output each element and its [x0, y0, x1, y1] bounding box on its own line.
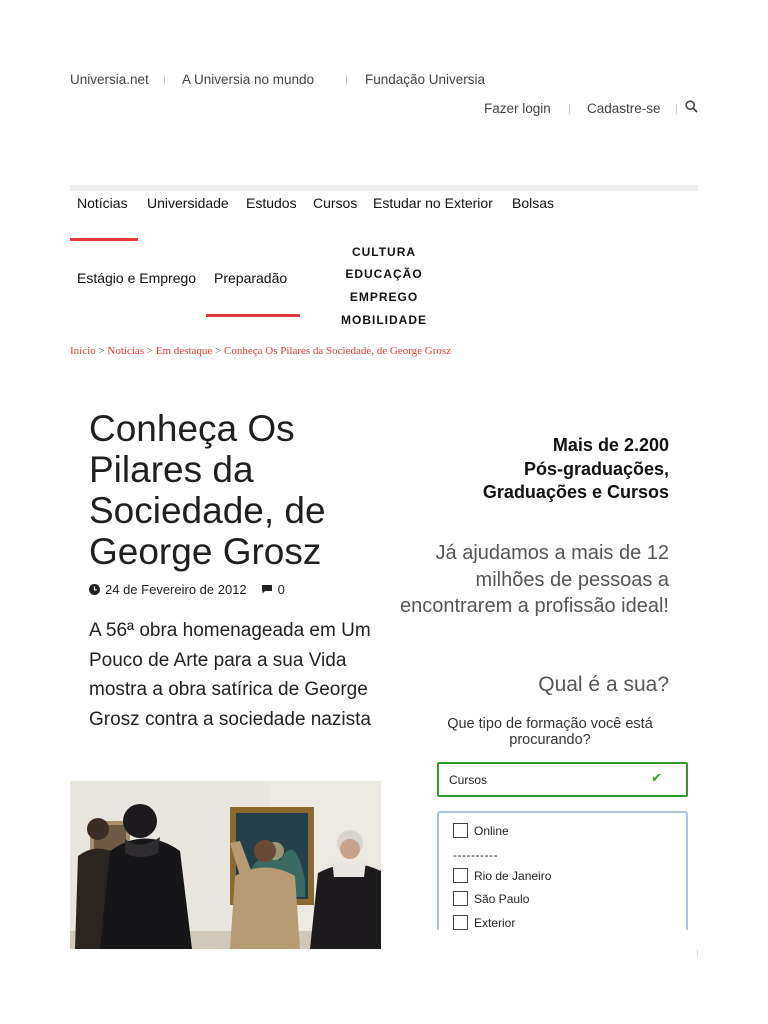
widget-headline-line-3: Graduações e Cursos	[482, 482, 669, 502]
divider	[164, 75, 165, 85]
widget-subtitle: Já ajudamos a mais de 12 milhões de pessoas a encontrarem a profissão ideal!	[399, 542, 669, 617]
breadcrumb	[70, 345, 451, 357]
breadcrumb-noticias[interactable]: Notícias	[107, 345, 145, 357]
universia-no-mundo-link[interactable]: A Universia no mundo	[182, 72, 315, 87]
article-meta	[89, 582, 285, 597]
checkbox[interactable]	[453, 891, 468, 906]
option-label: Rio de Janeiro	[474, 868, 552, 883]
fundacao-universia-link[interactable]: Fundação Universia	[365, 72, 486, 87]
article-date: 24 de Fevereiro de 2012	[105, 582, 247, 597]
nav-item-bolsas[interactable]: Bolsas	[512, 195, 555, 211]
breadcrumb-separator: >	[98, 345, 105, 357]
breadcrumb-current[interactable]: Conheça Os Pilares da Sociedade, de George Grosz	[224, 345, 452, 357]
formation-type-label: Que tipo de formação você está procurando?	[447, 716, 653, 748]
option-exterior[interactable]	[453, 915, 515, 930]
nav-item-estudos[interactable]: Estudos	[246, 195, 297, 211]
clock-icon	[89, 584, 100, 595]
comment-count[interactable]: 0	[277, 582, 285, 597]
signup-link[interactable]: Cadastre-se	[587, 101, 661, 116]
widget-question: Qual é a sua?	[538, 673, 669, 696]
nav-item-noticias[interactable]: Notícias	[77, 195, 128, 211]
option-label: Online	[474, 823, 509, 838]
widget-headline-line-1: Mais de 2.200	[552, 435, 669, 455]
comment-icon[interactable]	[261, 584, 273, 595]
checkbox[interactable]	[453, 915, 468, 930]
breadcrumb-inicio[interactable]: Início	[70, 345, 96, 357]
divider	[346, 75, 347, 85]
nav-item-cursos[interactable]: Cursos	[313, 195, 358, 211]
nav-item-universidade[interactable]: Universidade	[147, 195, 229, 211]
widget-headline	[409, 434, 669, 505]
nav-item-estudar-no-exterior[interactable]: Estudar no Exterior	[373, 195, 493, 211]
category-educacao[interactable]: EDUCAÇÃO	[345, 267, 423, 281]
article-lede: A 56ª obra homenageada em Um Pouco de Arte para a sua Vida mostra a obra satírica de George Grosz contra a sociedade nazista	[89, 620, 371, 730]
category-cultura[interactable]: CULTURA	[351, 245, 417, 259]
option-online[interactable]	[453, 823, 509, 838]
formation-type-select[interactable]	[437, 762, 688, 797]
category-emprego[interactable]: EMPREGO	[349, 290, 419, 304]
option-sao-paulo[interactable]	[453, 891, 529, 906]
breadcrumb-em-destaque[interactable]: Em destaque	[155, 345, 213, 357]
checkbox[interactable]	[453, 823, 468, 838]
widget-headline-line-2: Pós-graduações,	[523, 458, 669, 479]
nav-item-estagio-emprego[interactable]: Estágio e Emprego	[77, 270, 197, 286]
article-title: Conheça Os Pilares da Sociedade, de George Grosz	[89, 408, 326, 572]
option-label: Exterior	[474, 915, 516, 930]
article-photo	[70, 781, 381, 949]
breadcrumb-separator: >	[215, 345, 222, 357]
check-icon: ✔	[651, 770, 662, 785]
option-label: São Paulo	[474, 891, 530, 906]
widget-fade	[430, 930, 700, 944]
divider	[569, 104, 570, 114]
divider	[676, 104, 677, 114]
checkbox[interactable]	[453, 868, 468, 883]
universia-net-link[interactable]: Universia.net	[70, 72, 149, 87]
search-icon[interactable]	[685, 100, 698, 113]
nav-bar-background	[70, 185, 698, 191]
active-nav-indicator	[70, 238, 138, 241]
login-link[interactable]: Fazer login	[484, 101, 551, 116]
category-mobilidade[interactable]: MOBILIDADE	[341, 313, 427, 327]
nav-item-preparadao[interactable]: Preparadão	[214, 270, 288, 286]
location-options-list[interactable]	[437, 811, 688, 941]
option-rio-de-janeiro[interactable]	[453, 868, 551, 883]
formation-type-value: Cursos	[449, 773, 488, 787]
option-separator: ----------	[453, 848, 498, 862]
breadcrumb-separator: >	[146, 345, 154, 357]
preparadao-indicator	[206, 314, 300, 317]
scroll-marker	[697, 950, 698, 958]
